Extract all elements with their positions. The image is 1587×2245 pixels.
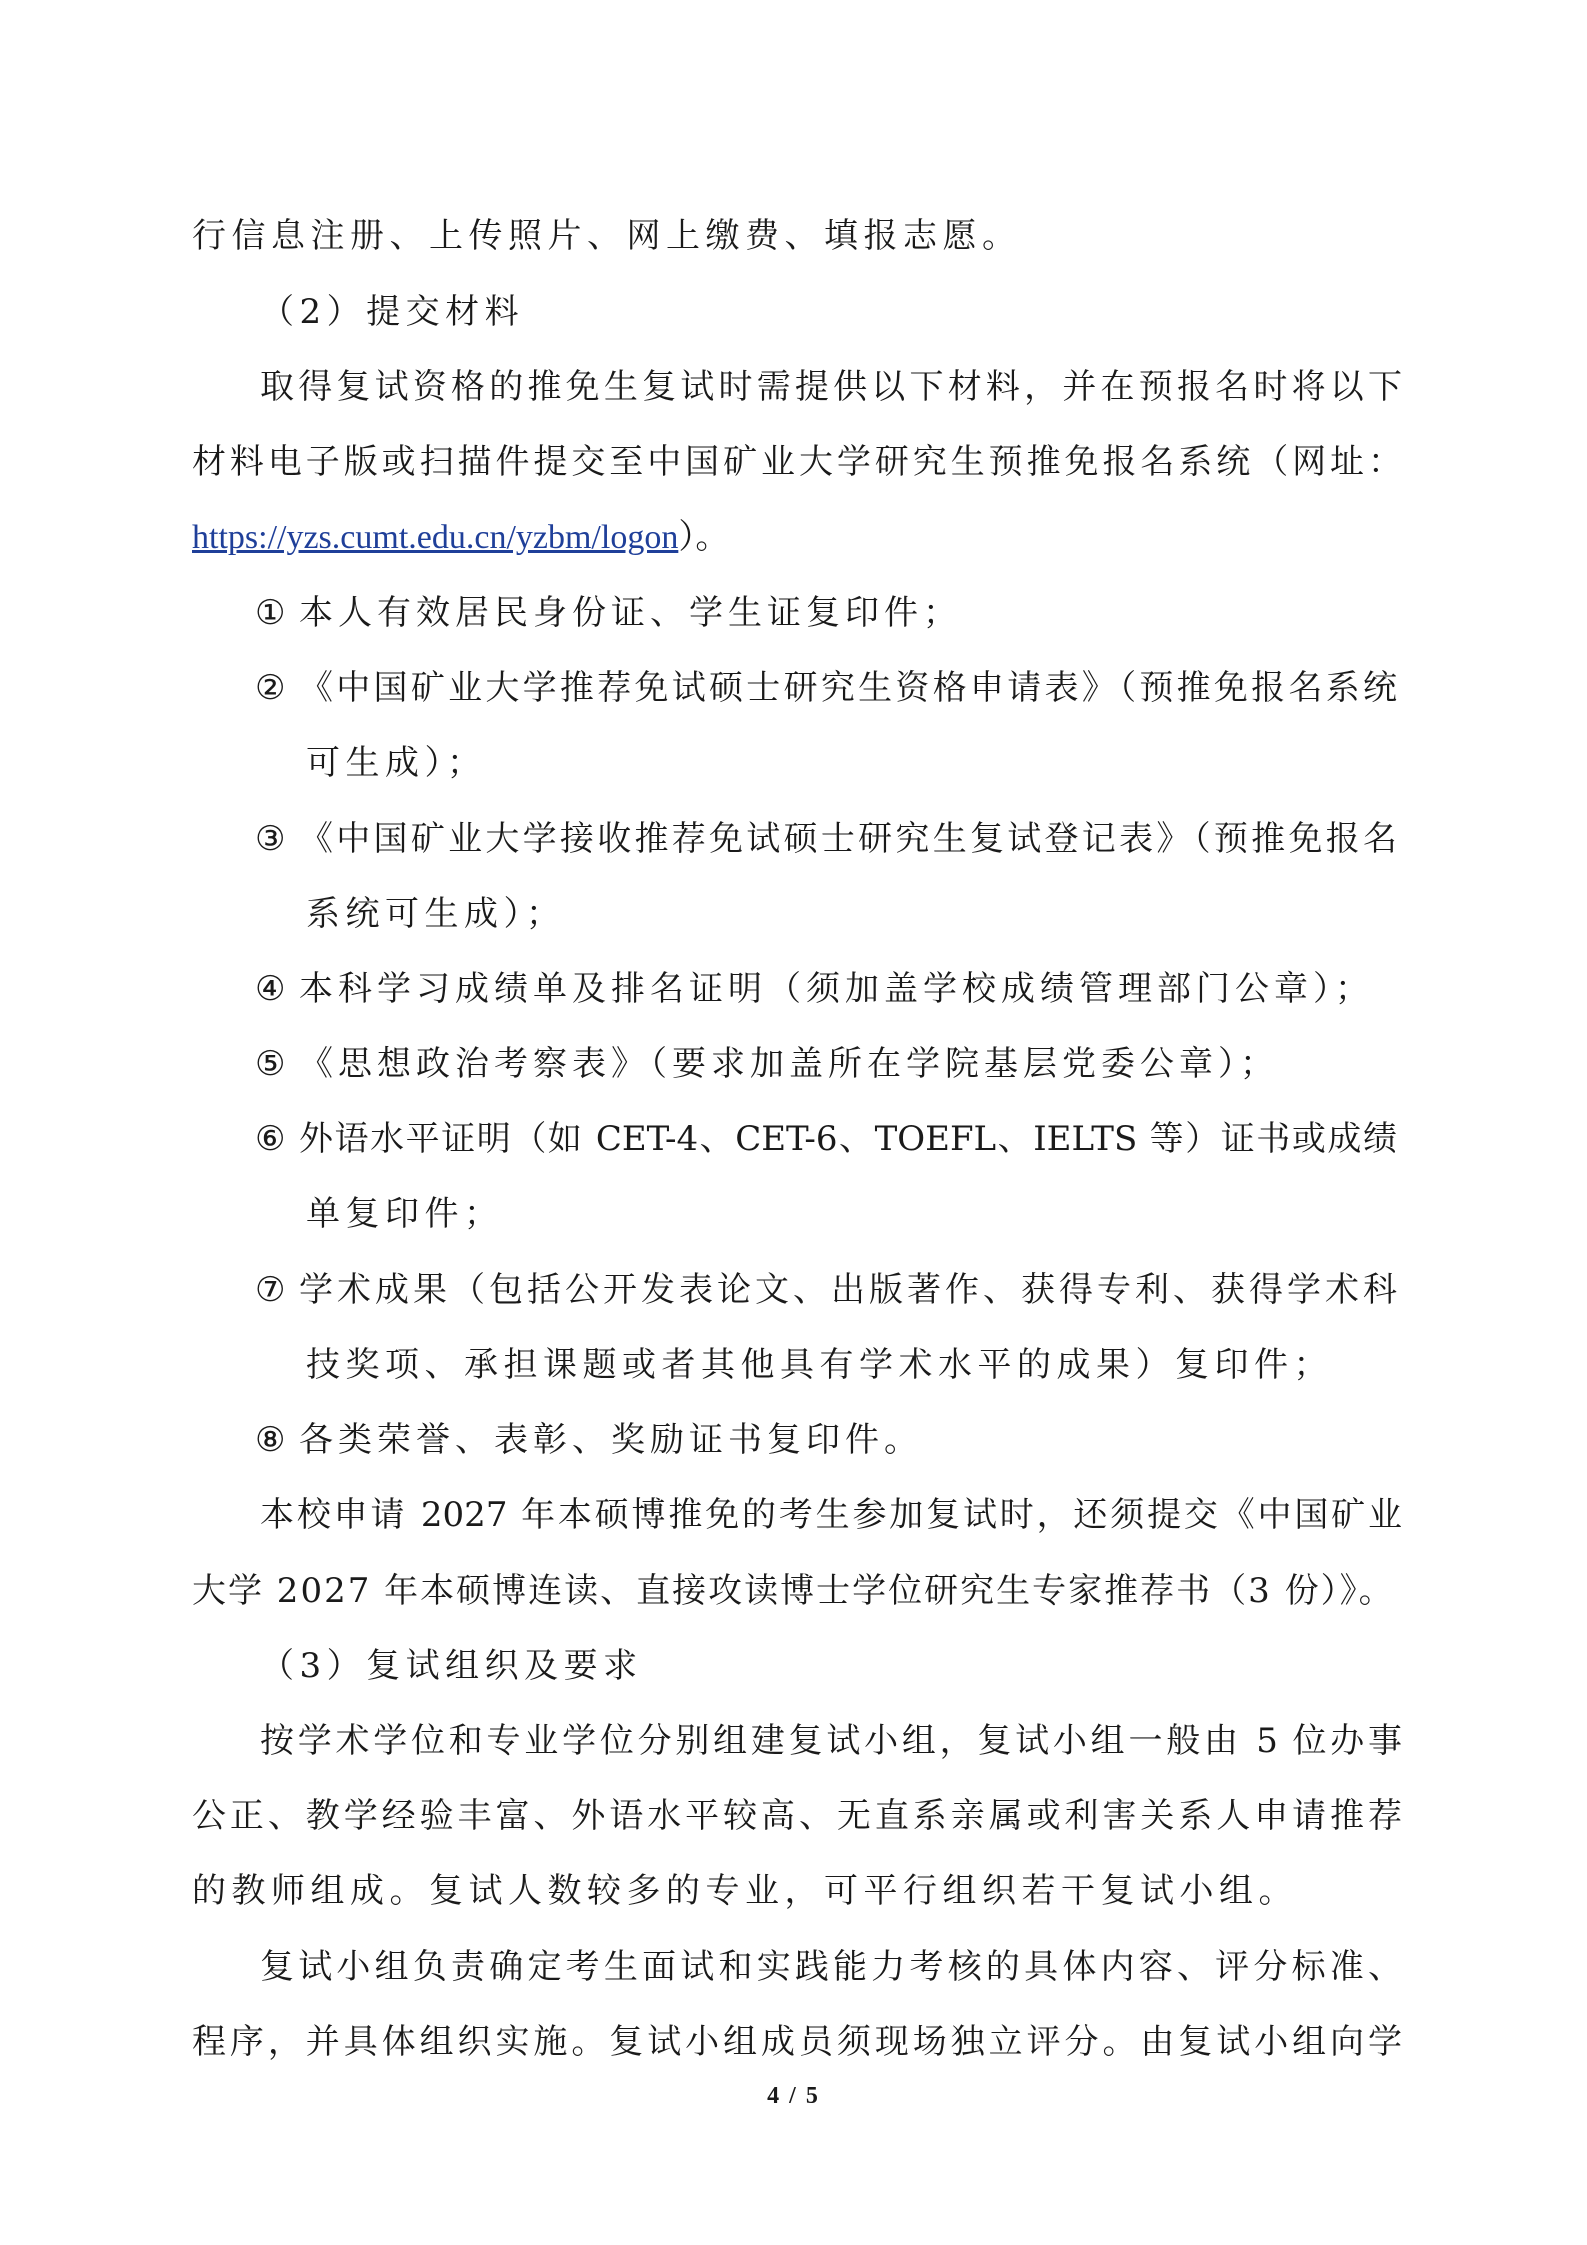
list-item [255, 965, 1402, 1013]
text-line: 材料电子版或扫描件提交至中国矿业大学研究生预推免报名系统（网址： [192, 442, 1402, 482]
list-number: ① [255, 593, 286, 633]
list-number: ③ [255, 819, 286, 859]
list-text: 本科学习成绩单及排名证明（须加盖学校成绩管理部门公章）； [299, 969, 1374, 1009]
text-line: 本校申请 2027 年本硕博推免的考生参加复试时，还须提交《中国矿业 [260, 1495, 1402, 1535]
text-line: 大学 2027 年本硕博连读、直接攻读博士学位研究生专家推荐书（3 份）》。 [192, 1571, 1395, 1611]
list-item [255, 1115, 1402, 1163]
list-text-continued: 可生成）； [306, 743, 487, 783]
list-number: ⑧ [255, 1420, 286, 1460]
list-number: ⑤ [255, 1044, 286, 1084]
registration-link[interactable]: https://yzs.cumt.edu.cn/yzbm/logon [192, 519, 679, 556]
list-item [255, 589, 1402, 637]
text-line: 行信息注册、上传照片、网上缴费、填报志愿。 [192, 216, 1022, 256]
list-text: 各类荣誉、表彰、奖励证书复印件。 [299, 1420, 923, 1460]
text-line: 取得复试资格的推免生复试时需提供以下材料，并在预报名时将以下 [260, 367, 1402, 407]
list-text: 外语水平证明（如 CET-4、CET-6、TOEFL、IELTS 等）证书或成绩 [299, 1119, 1397, 1159]
list-text-continued: 系统可生成）； [306, 894, 566, 934]
list-text-continued: 单复印件； [306, 1194, 504, 1234]
list-text: 《思想政治考察表》（要求加盖所在学院基层党委公章）； [299, 1044, 1279, 1084]
text-line: 按学术学位和专业学位分别组建复试小组，复试小组一般由 5 位办事 [260, 1721, 1402, 1761]
url-line [192, 513, 1402, 562]
text-fragment: ）。 [678, 517, 730, 557]
text-line: 复试小组负责确定考生面试和实践能力考核的具体内容、评分标准、 [260, 1947, 1402, 1987]
section-heading: （2）提交材料 [260, 292, 525, 332]
list-item [255, 1040, 1402, 1088]
text-line: 程序，并具体组织实施。复试小组成员须现场独立评分。由复试小组向学 [192, 2022, 1402, 2062]
text-line: 公正、教学经验丰富、外语水平较高、无直系亲属或利害关系人申请推荐 [192, 1796, 1402, 1836]
list-item [255, 815, 1402, 863]
list-number: ④ [255, 969, 286, 1009]
list-number: ⑦ [255, 1270, 286, 1310]
list-text: 《中国矿业大学接收推荐免试硕士研究生复试登记表》（预推免报名 [299, 819, 1397, 859]
list-text: 本人有效居民身份证、学生证复印件； [299, 593, 962, 633]
list-item [255, 1416, 1402, 1464]
text-line: 的教师组成。复试人数较多的专业，可平行组织若干复试小组。 [192, 1871, 1298, 1911]
list-text: 《中国矿业大学推荐免试硕士研究生资格申请表》（预推免报名系统 [299, 668, 1397, 708]
list-item [255, 1266, 1402, 1314]
list-item [255, 664, 1402, 712]
list-text: 学术成果（包括公开发表论文、出版著作、获得专利、获得学术科 [299, 1270, 1397, 1310]
page-number: 4 / 5 [767, 2083, 820, 2109]
list-number: ⑥ [255, 1119, 286, 1159]
list-number: ② [255, 668, 286, 708]
list-text-continued: 技奖项、承担课题或者其他具有学术水平的成果）复印件； [306, 1345, 1333, 1385]
section-heading: （3）复试组织及要求 [260, 1646, 643, 1686]
